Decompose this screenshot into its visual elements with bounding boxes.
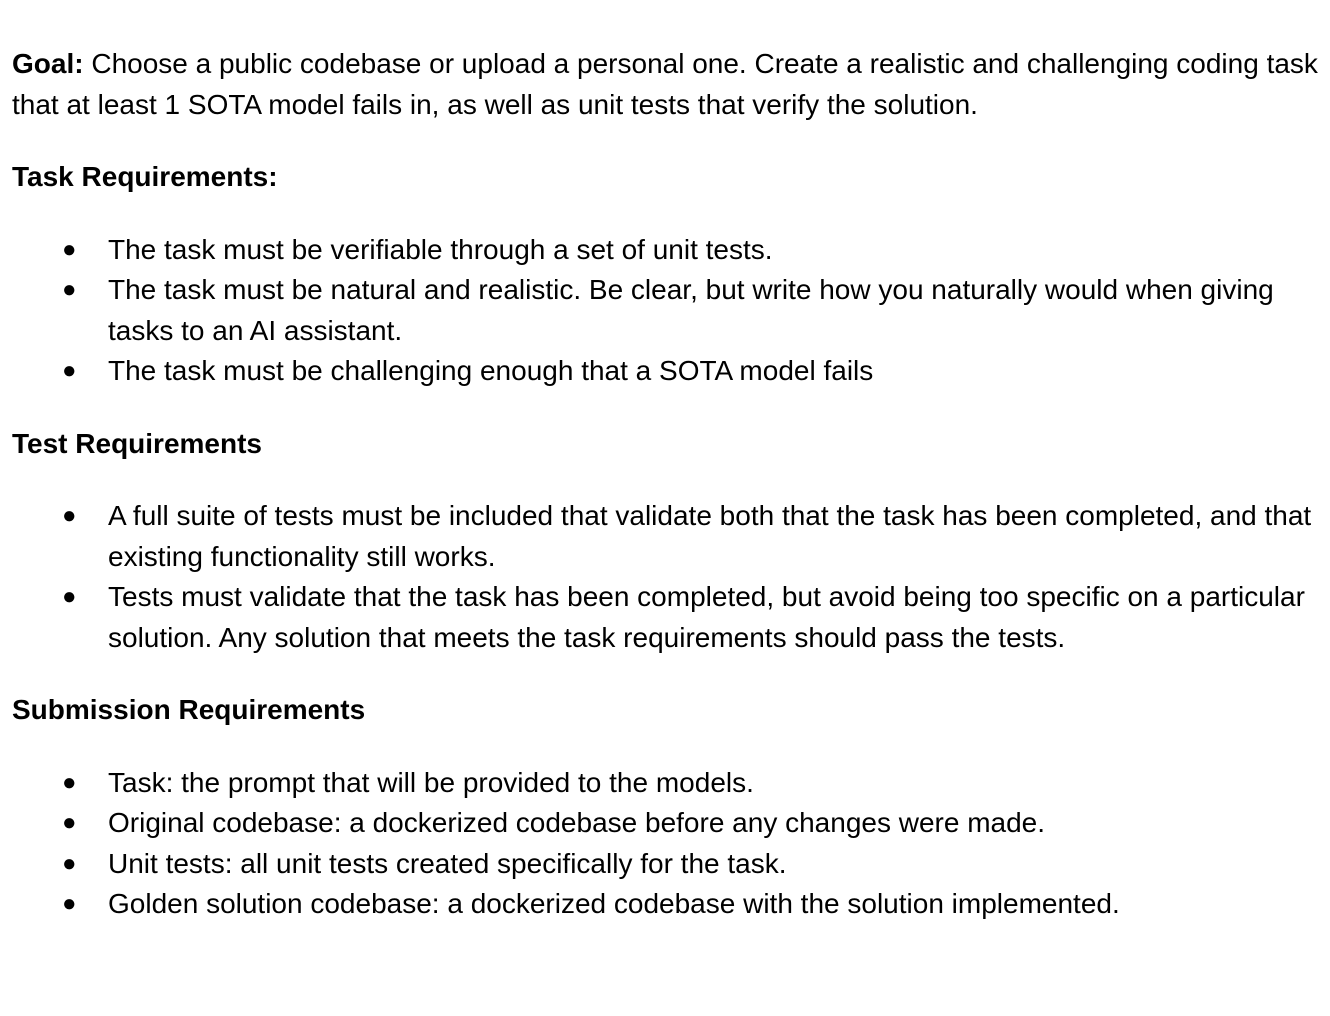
bullet-icon: ● (62, 583, 77, 610)
bullet-icon: ● (62, 235, 77, 263)
goal-label: Goal: (12, 48, 84, 79)
goal-text: Choose a public codebase or upload a personal one. Create a realistic and challenging coding task that at least 1 SOTA model fails in, as well as unit tests that verify the solution. (12, 48, 1318, 120)
list-item (12, 496, 1330, 577)
list-item-text: The task must be verifiable through a set of unit tests. (108, 233, 773, 265)
bullet-icon: ● (62, 768, 77, 796)
bullet-icon: ● (62, 502, 77, 529)
goal-paragraph (12, 44, 1330, 125)
task-requirements-list (12, 230, 1330, 392)
list-item (12, 351, 1330, 392)
bullet-icon: ● (62, 276, 77, 303)
test-requirements-list (12, 496, 1330, 658)
list-item-text: The task must be natural and realistic. Be clear, but write how you naturally would when giving tasks to an AI assistant. (108, 274, 1274, 346)
list-item-text: Task: the prompt that will be provided to the models. (108, 766, 754, 798)
test-requirements-heading: Test Requirements (12, 427, 262, 459)
list-item-text: Unit tests: all unit tests created specifically for the task. (108, 847, 787, 879)
list-item-text: The task must be challenging enough that a SOTA model fails (108, 355, 874, 386)
submission-requirements-heading: Submission Requirements (12, 694, 366, 725)
list-item (12, 270, 1330, 351)
list-item-text: Golden solution codebase: a dockerized codebase with the solution implemented. (108, 888, 1120, 919)
bullet-icon: ● (62, 809, 77, 836)
task-requirements-heading: Task Requirements: (12, 161, 278, 192)
list-item-text: Original codebase: a dockerized codebase before any changes were made. (108, 807, 1046, 838)
list-item (12, 803, 1330, 844)
list-item (12, 884, 1330, 925)
bullet-icon: ● (62, 849, 77, 877)
list-item (12, 577, 1330, 658)
bullet-icon: ● (62, 890, 77, 917)
list-item-text: Tests must validate that the task has been completed, but avoid being too specific on a particular solution. Any solution that meets the task requirements should pass the tests. (108, 581, 1305, 653)
list-item (12, 844, 1330, 885)
list-item (12, 230, 1330, 271)
bullet-icon: ● (62, 357, 77, 384)
submission-requirements-list (12, 763, 1330, 925)
list-item-text: A full suite of tests must be included that validate both that the task has been completed, and that existing functionality still works. (108, 500, 1312, 572)
list-item (12, 763, 1330, 804)
